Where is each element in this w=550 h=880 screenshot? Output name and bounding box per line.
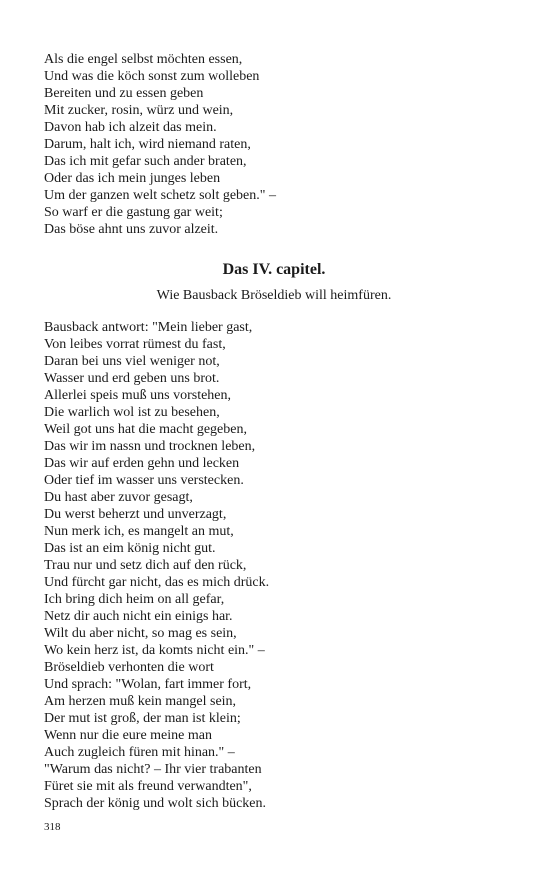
verse-line: Füret sie mit als freund verwandten", [44, 779, 252, 794]
verse-line: "Warum das nicht? – Ihr vier trabanten [44, 762, 262, 777]
page-number: 318 [44, 821, 61, 833]
verse-line: Und sprach: "Wolan, fart immer fort, [44, 677, 252, 692]
verse-line: Wilt du aber nicht, so mag es sein, [44, 626, 237, 641]
verse-line: Der mut ist groß, der man ist klein; [44, 711, 241, 726]
verse-line: Am herzen muß kein mangel sein, [44, 694, 237, 709]
verse-line: Bereiten und zu essen geben [44, 86, 204, 101]
verse-line: Um der ganzen welt schetz solt geben." – [44, 188, 276, 203]
verse-line: Ich bring dich heim on all gefar, [44, 592, 225, 607]
verse-line: Das ist an eim könig nicht gut. [44, 541, 216, 556]
verse-line: Das wir im nassn und trocknen leben, [44, 439, 256, 454]
verse-line: Nun merk ich, es mangelt an mut, [44, 524, 234, 539]
verse-line: Mit zucker, rosin, würz und wein, [44, 103, 234, 118]
verse-line: Als die engel selbst möchten essen, [44, 52, 243, 67]
verse-line: Bröseldieb verhonten die wort [44, 660, 214, 675]
verse-line: Du hast aber zuvor gesagt, [44, 490, 193, 505]
verse-line: Wo kein herz ist, da komts nicht ein." – [44, 643, 265, 658]
verse-line: Davon hab ich alzeit das mein. [44, 120, 217, 135]
verse-line: Sprach der könig und wolt sich bücken. [44, 796, 267, 811]
verse-block-top [44, 51, 504, 238]
verse-line: Das ich mit gefar such ander braten, [44, 154, 247, 169]
verse-line: Darum, halt ich, wird niemand raten, [44, 137, 251, 152]
verse-line: Daran bei uns viel weniger not, [44, 354, 220, 369]
verse-line: Auch zugleich füren mit hinan." – [44, 745, 235, 760]
chapter-subtitle: Wie Bausback Bröseldieb will heimfüren. [156, 288, 392, 303]
verse-line: Weil got uns hat die macht gegeben, [44, 422, 247, 437]
verse-line: Und fürcht gar nicht, das es mich drück. [44, 575, 270, 590]
verse-line: Von leibes vorrat rümest du fast, [44, 337, 226, 352]
verse-line: Oder tief im wasser uns verstecken. [44, 473, 244, 488]
verse-line: Wenn nur die eure meine man [44, 728, 212, 743]
verse-line: Wasser und erd geben uns brot. [44, 371, 220, 386]
verse-line: Allerlei speis muß uns vorstehen, [44, 388, 232, 403]
verse-line: Trau nur und setz dich auf den rück, [44, 558, 247, 573]
verse-line: Und was die köch sonst zum wolleben [44, 69, 260, 84]
verse-line: Das böse ahnt uns zuvor alzeit. [44, 222, 219, 237]
verse-line: So warf er die gastung gar weit; [44, 205, 223, 220]
verse-line: Bausback antwort: "Mein lieber gast, [44, 320, 253, 335]
verse-line: Das wir auf erden gehn und lecken [44, 456, 240, 471]
chapter-title: Das IV. capitel. [222, 261, 326, 278]
verse-line: Du werst beherzt und unverzagt, [44, 507, 227, 522]
verse-block-bottom [44, 319, 504, 812]
verse-line: Netz dir auch nicht ein einigs har. [44, 609, 233, 624]
verse-line: Oder das ich mein junges leben [44, 171, 221, 186]
verse-line: Die warlich wol ist zu besehen, [44, 405, 220, 420]
